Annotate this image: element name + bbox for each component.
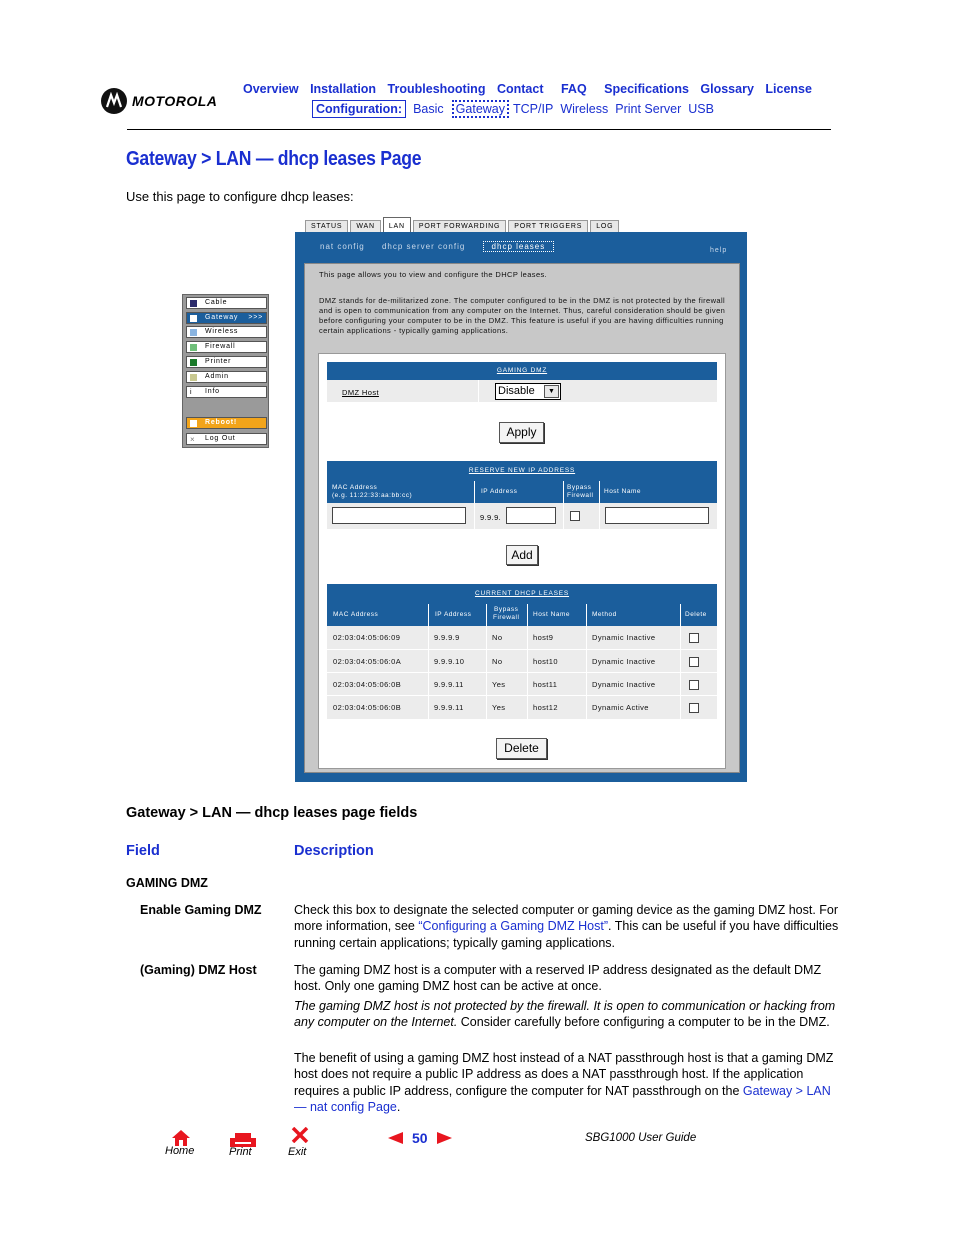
lease-host: host10	[533, 657, 558, 666]
nav-specifications[interactable]: Specifications	[604, 82, 689, 96]
close-icon: ×	[190, 435, 196, 444]
left-nav-label: Reboot!	[205, 419, 238, 426]
router-para-1: This page allows you to view and configure the DHCP leases.	[319, 270, 548, 279]
info-icon: i	[190, 389, 197, 396]
configuring-gaming-dmz-link[interactable]: “Configuring a Gaming DMZ Host”	[418, 919, 609, 934]
home-label[interactable]: Home	[165, 1145, 195, 1157]
desc-warning: The gaming DMZ host is not protected by the firewall. It is open to communication or hacking from any computer on the Internet.	[294, 999, 836, 1030]
delete-button[interactable]: Delete	[496, 738, 547, 759]
nav-license[interactable]: License	[765, 82, 812, 96]
lease-mac: 02:03:04:05:06:0B	[333, 703, 402, 712]
lease-bypass: Yes	[492, 680, 506, 689]
tab-log[interactable]: LOG	[590, 220, 619, 232]
table-row	[327, 649, 717, 672]
col-divider	[599, 481, 600, 503]
left-nav-label: Gateway	[205, 314, 239, 321]
reserve-ip-columns	[327, 481, 717, 503]
col-firewall-label: Firewall	[493, 614, 520, 621]
col-divider	[680, 604, 681, 626]
nav-troubleshooting[interactable]: Troubleshooting	[387, 82, 486, 96]
col-divider	[474, 481, 475, 503]
gaming-dmz-divider	[478, 380, 479, 402]
subtab-dhcp-server-config[interactable]: dhcp server config	[381, 242, 466, 251]
fields-heading: Gateway > LAN — dhcp leases page fields	[126, 805, 418, 821]
subtab-dhcp-leases[interactable]: dhcp leases	[483, 241, 555, 252]
col-delete: Delete	[685, 611, 707, 618]
lease-mac: 02:03:04:05:06:09	[333, 633, 401, 642]
left-nav-wireless[interactable]	[186, 326, 267, 338]
lease-host: host12	[533, 703, 558, 712]
nav-installation[interactable]: Installation	[310, 82, 377, 96]
nav-tcpip[interactable]: TCP/IP	[513, 102, 554, 116]
nav-basic[interactable]: Basic	[413, 102, 444, 116]
col-method: Method	[592, 611, 617, 618]
exit-icon[interactable]	[291, 1127, 309, 1148]
lease-method: Dynamic Inactive	[592, 657, 656, 666]
bypass-firewall-checkbox[interactable]	[570, 511, 580, 521]
help-link[interactable]: help	[710, 247, 728, 254]
lease-delete-checkbox[interactable]	[689, 633, 699, 643]
lease-delete-checkbox[interactable]	[689, 657, 699, 667]
print-label[interactable]: Print	[229, 1146, 252, 1158]
reserve-ip-header: RESERVE NEW IP ADDRESS	[327, 461, 717, 481]
lease-delete-checkbox[interactable]	[689, 703, 699, 713]
lease-method: Dynamic Inactive	[592, 680, 656, 689]
tab-port-forwarding[interactable]: PORT FORWARDING	[413, 220, 506, 232]
field-gaming-dmz-host-desc-2	[294, 998, 839, 1031]
left-nav-label: Info	[205, 388, 220, 395]
ip-prefix: 9.9.9.	[480, 513, 502, 522]
table-row	[327, 695, 717, 718]
page-number: 50	[412, 1130, 428, 1146]
section-gaming-dmz: GAMING DMZ	[126, 876, 208, 890]
col-divider	[486, 626, 487, 719]
col-divider	[428, 626, 429, 719]
col-host-name: Host Name	[604, 488, 642, 495]
chevron-down-icon[interactable]: ▼	[544, 385, 559, 398]
lease-ip: 9.9.9.11	[434, 703, 464, 712]
lease-ip: 9.9.9.11	[434, 680, 464, 689]
col-mac-example: (e.g. 11:22:33:aa:bb:cc)	[332, 492, 413, 499]
field-enable-gaming-dmz-desc	[294, 902, 839, 951]
lease-method: Dynamic Inactive	[592, 633, 656, 642]
desc-text: . This can be useful if you have difficulties running certain applications; typically gaming applications.	[294, 919, 839, 950]
lease-ip: 9.9.9.10	[434, 657, 465, 666]
left-nav-label: Admin	[205, 373, 229, 380]
col-divider	[563, 503, 564, 529]
col-bypass-label: Bypass	[567, 484, 592, 491]
guide-title: SBG1000 User Guide	[585, 1132, 697, 1144]
lease-host: host9	[533, 633, 554, 642]
col-divider	[474, 503, 475, 529]
apply-button[interactable]: Apply	[499, 422, 544, 443]
dmz-host-label: DMZ Host	[342, 388, 379, 397]
lease-delete-checkbox[interactable]	[689, 680, 699, 690]
col-divider	[486, 604, 487, 626]
gateway-icon	[190, 315, 197, 322]
col-divider	[428, 604, 429, 626]
nav-usb[interactable]: USB	[688, 102, 714, 116]
field-enable-gaming-dmz: Enable Gaming DMZ	[140, 903, 262, 917]
col-firewall-label: Firewall	[567, 492, 594, 499]
left-nav-printer[interactable]	[186, 356, 267, 368]
firewall-icon	[190, 344, 197, 351]
nav-configuration[interactable]: Configuration:	[312, 100, 406, 118]
left-nav-info[interactable]	[186, 386, 267, 398]
cable-icon	[190, 300, 197, 307]
col-divider	[527, 604, 528, 626]
router-tabs	[305, 220, 621, 232]
field-gaming-dmz-host-desc-1: The gaming DMZ host is a computer with a reserved IP address designated as the default DMZ host. Only one gaming DMZ host can be active at once.	[294, 963, 822, 994]
col-mac-address: MAC Address	[333, 611, 379, 618]
lease-bypass: Yes	[492, 703, 506, 712]
tab-lan[interactable]: LAN	[383, 217, 411, 232]
reserve-ip-row	[327, 503, 717, 529]
lease-mac: 02:03:04:05:06:0A	[333, 657, 402, 666]
description-column-header: Description	[294, 843, 374, 859]
current-leases-columns	[327, 604, 717, 626]
admin-icon	[190, 374, 197, 381]
desc-text: Check this box to designate the selected computer or gaming device as the gaming DMZ host. For more information, see	[294, 903, 839, 934]
col-divider	[599, 503, 600, 529]
table-row	[327, 626, 717, 649]
previous-page-icon[interactable]	[388, 1132, 403, 1144]
tab-wan[interactable]: WAN	[350, 220, 380, 232]
nav-glossary[interactable]: Glossary	[700, 82, 754, 96]
left-nav-gateway[interactable]	[186, 312, 267, 324]
left-nav-label: Log Out	[205, 435, 236, 442]
nav-overview[interactable]: Overview	[243, 82, 299, 96]
current-leases-table	[327, 626, 717, 719]
left-nav-logout[interactable]	[186, 433, 267, 445]
subtab-nat-config[interactable]: nat config	[320, 242, 365, 251]
header-divider	[127, 129, 831, 130]
col-mac-address	[332, 484, 412, 500]
nav-gateway[interactable]: Gateway	[452, 100, 509, 118]
col-mac-label: MAC Address	[332, 484, 378, 491]
router-para-2: DMZ stands for de-militarized zone. The computer configured to be in the DMZ is not protected by the firewall and is open to communication from any computer on the Internet. Thus, careful consideration should be given before configuring your computer to be in the DMZ. This feature is useful if you are having difficulties running certain applications - typically gaming applications.	[319, 296, 726, 335]
add-button[interactable]: Add	[506, 545, 538, 565]
col-divider	[527, 626, 528, 719]
dmz-host-select-value: Disable	[498, 385, 535, 397]
desc-text: .	[396, 1100, 401, 1115]
motorola-logo-icon	[101, 88, 127, 114]
table-row	[327, 672, 717, 695]
left-nav-label: Printer	[205, 358, 232, 365]
page-title: Gateway > LAN — dhcp leases Page	[126, 148, 422, 170]
col-bypass-firewall	[567, 484, 593, 500]
current-leases-header: CURRENT DHCP LEASES	[327, 584, 717, 604]
brand-name: MOTOROLA	[132, 93, 218, 109]
ip-last-octet-input[interactable]	[506, 507, 556, 524]
wireless-icon	[190, 329, 197, 336]
col-bypass-firewall	[493, 606, 519, 622]
nav-contact[interactable]: Contact	[496, 82, 544, 96]
left-nav-cable[interactable]	[186, 297, 267, 309]
selected-marker: >>>	[248, 314, 263, 321]
lease-mac: 02:03:04:05:06:0B	[333, 680, 402, 689]
left-nav-label: Firewall	[205, 343, 236, 350]
col-host-name: Host Name	[533, 611, 571, 618]
field-column-header: Field	[126, 843, 160, 859]
nav-wireless[interactable]: Wireless	[560, 102, 609, 116]
col-divider	[563, 481, 564, 503]
lease-host: host11	[533, 680, 558, 689]
field-gaming-dmz-host: (Gaming) DMZ Host	[140, 963, 257, 977]
left-nav-reboot[interactable]	[186, 417, 267, 429]
tab-port-triggers[interactable]: PORT TRIGGERS	[508, 220, 588, 232]
mac-address-input[interactable]	[332, 507, 466, 524]
col-divider	[586, 604, 587, 626]
nat-config-page-link[interactable]: Gateway > LAN — nat config Page	[294, 1083, 831, 1115]
config-nav	[312, 100, 714, 118]
nav-faq[interactable]: FAQ	[560, 82, 587, 96]
gaming-dmz-header: GAMING DMZ	[327, 362, 717, 380]
left-nav-firewall[interactable]	[186, 341, 267, 353]
router-left-nav	[182, 294, 269, 448]
dmz-host-select[interactable]	[495, 383, 561, 400]
col-bypass-label: Bypass	[494, 606, 519, 613]
lease-ip: 9.9.9.9	[434, 633, 460, 642]
col-divider	[680, 626, 681, 719]
tab-status[interactable]: STATUS	[305, 220, 348, 232]
top-nav	[243, 82, 820, 96]
host-name-input[interactable]	[605, 507, 709, 524]
next-page-icon[interactable]	[437, 1132, 452, 1144]
lease-bypass: No	[492, 633, 503, 642]
printer-icon	[190, 359, 197, 366]
desc-text: The benefit of using a gaming DMZ host instead of a NAT passthrough host is that a gaming DMZ host does not require a public IP address as does a NAT passthrough host. If the application requires a public IP address, configure the computer for NAT passthrough on the	[294, 1051, 834, 1098]
desc-text: Consider carefully before configuring a computer to be in the DMZ.	[457, 1015, 830, 1030]
left-nav-admin[interactable]	[186, 371, 267, 383]
lease-method: Dynamic Active	[592, 703, 649, 712]
lease-bypass: No	[492, 657, 503, 666]
field-gaming-dmz-host-desc-3	[294, 1050, 839, 1116]
page-navigation	[388, 1130, 452, 1146]
left-nav-label: Wireless	[205, 328, 239, 335]
left-nav-label: Cable	[205, 299, 228, 306]
reboot-icon	[190, 420, 197, 427]
nav-print-server[interactable]: Print Server	[615, 102, 682, 116]
col-divider	[586, 626, 587, 719]
col-ip-address: IP Address	[435, 611, 472, 618]
col-ip-address: IP Address	[481, 488, 518, 495]
router-subtabs	[320, 242, 568, 251]
exit-label[interactable]: Exit	[288, 1146, 307, 1158]
intro-text: Use this page to configure dhcp leases:	[126, 189, 354, 204]
